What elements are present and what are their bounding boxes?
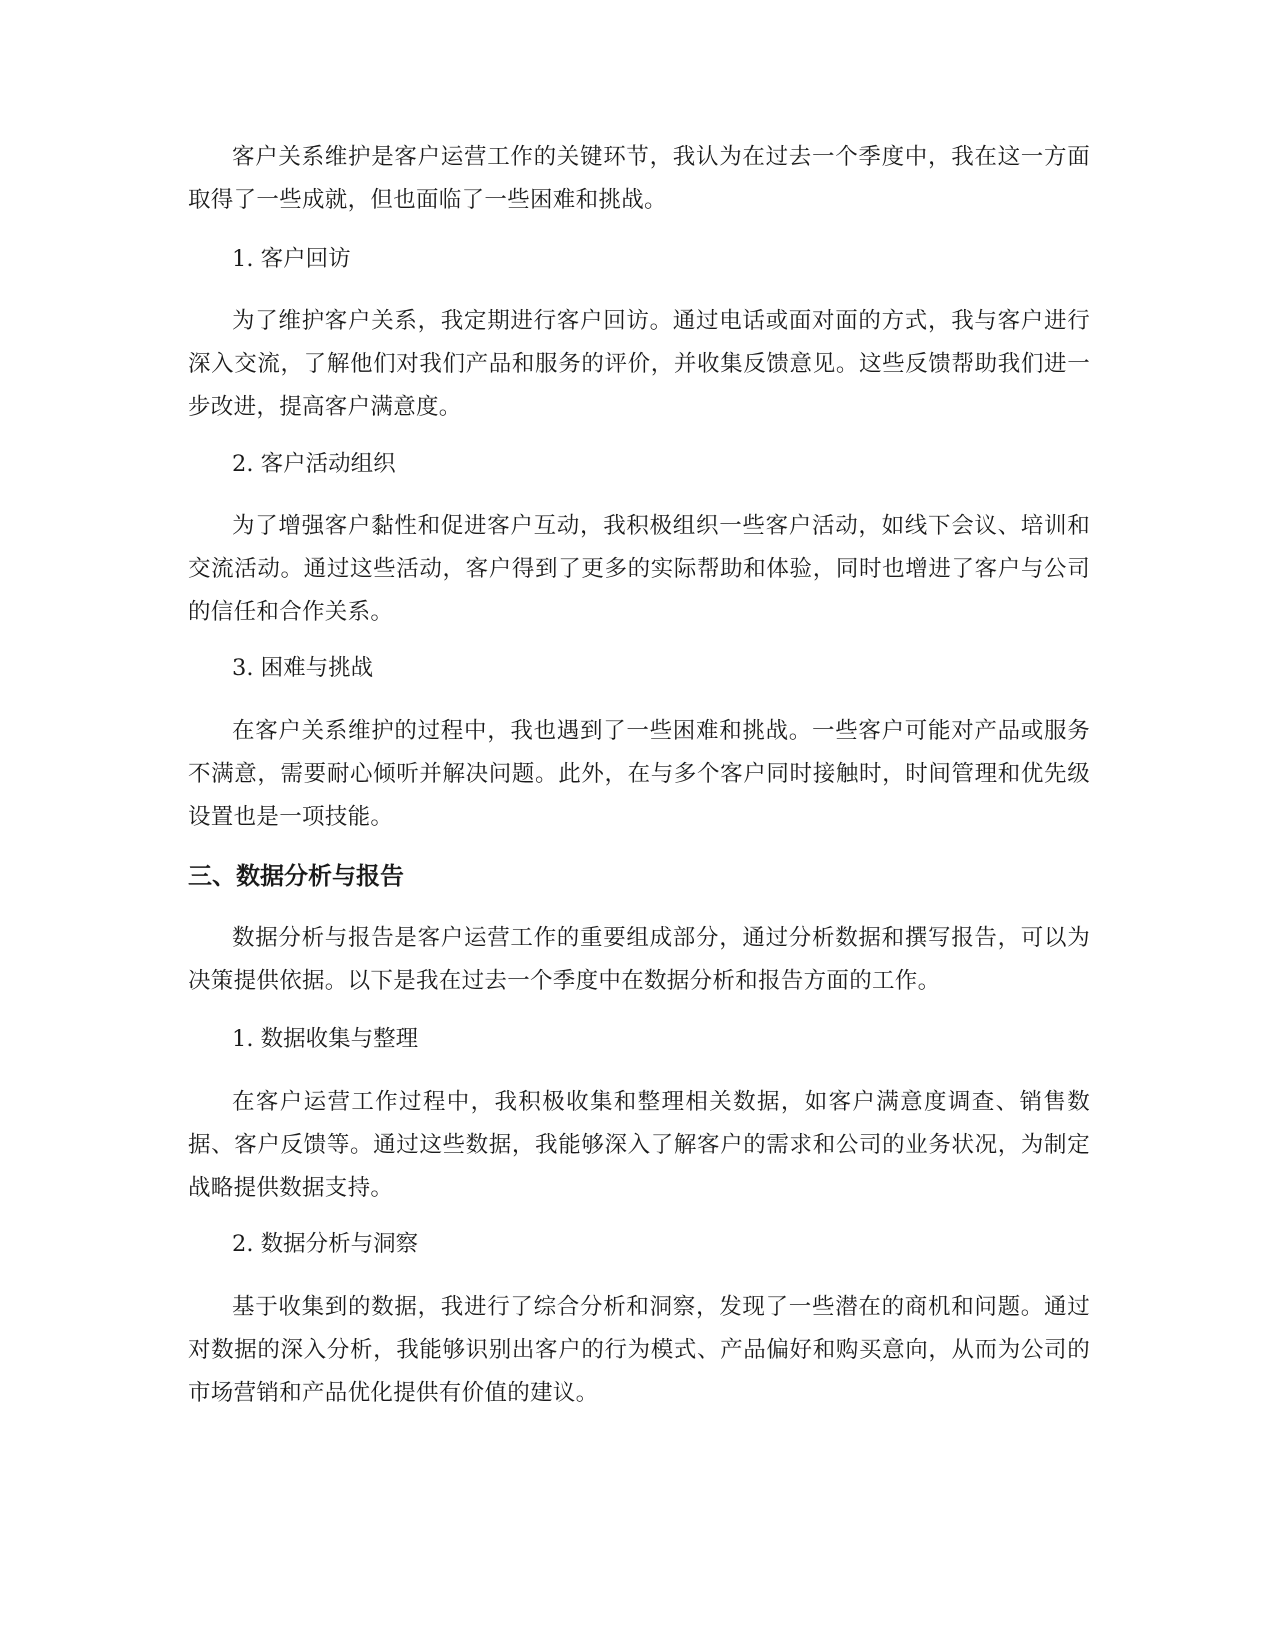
paragraph-difficulties: 在客户关系维护的过程中，我也遇到了一些困难和挑战。一些客户可能对产品或服务不满意，需要耐心倾听并解决问题。此外，在与多个客户同时接触时，时间管理和优先级设置也是一项技能。	[188, 718, 1090, 830]
section-heading-data-analysis: 三、数据分析与报告	[188, 862, 404, 890]
list-item-data-insight: 2. 数据分析与洞察	[232, 1231, 419, 1257]
list-item-data-collection: 1. 数据收集与整理	[232, 1026, 419, 1052]
paragraph-data-insight: 基于收集到的数据，我进行了综合分析和洞察，发现了一些潜在的商机和问题。通过对数据的深入分析，我能够识别出客户的行为模式、产品偏好和购买意向，从而为公司的市场营销和产品优化提供有价值的建议。	[188, 1294, 1090, 1406]
list-item-customer-events: 2. 客户活动组织	[232, 451, 396, 477]
paragraph-customer-visit: 为了维护客户关系，我定期进行客户回访。通过电话或面对面的方式，我与客户进行深入交流，了解他们对我们产品和服务的评价，并收集反馈意见。这些反馈帮助我们进一步改进，提高客户满意度。	[188, 308, 1090, 420]
paragraph-data-analysis-intro: 数据分析与报告是客户运营工作的重要组成部分，通过分析数据和撰写报告，可以为决策提供依据。以下是我在过去一个季度中在数据分析和报告方面的工作。	[188, 925, 1090, 994]
list-item-customer-visit: 1. 客户回访	[232, 246, 351, 272]
paragraph-data-collection: 在客户运营工作过程中，我积极收集和整理相关数据，如客户满意度调查、销售数据、客户反馈等。通过这些数据，我能够深入了解客户的需求和公司的业务状况，为制定战略提供数据支持。	[188, 1089, 1090, 1201]
list-item-difficulties: 3. 困难与挑战	[232, 655, 374, 681]
paragraph-customer-events: 为了增强客户黏性和促进客户互动，我积极组织一些客户活动，如线下会议、培训和交流活动。通过这些活动，客户得到了更多的实际帮助和体验，同时也增进了客户与公司的信任和合作关系。	[188, 513, 1090, 625]
paragraph-relationship-intro: 客户关系维护是客户运营工作的关键环节，我认为在过去一个季度中，我在这一方面取得了一些成就，但也面临了一些困难和挑战。	[188, 144, 1090, 213]
